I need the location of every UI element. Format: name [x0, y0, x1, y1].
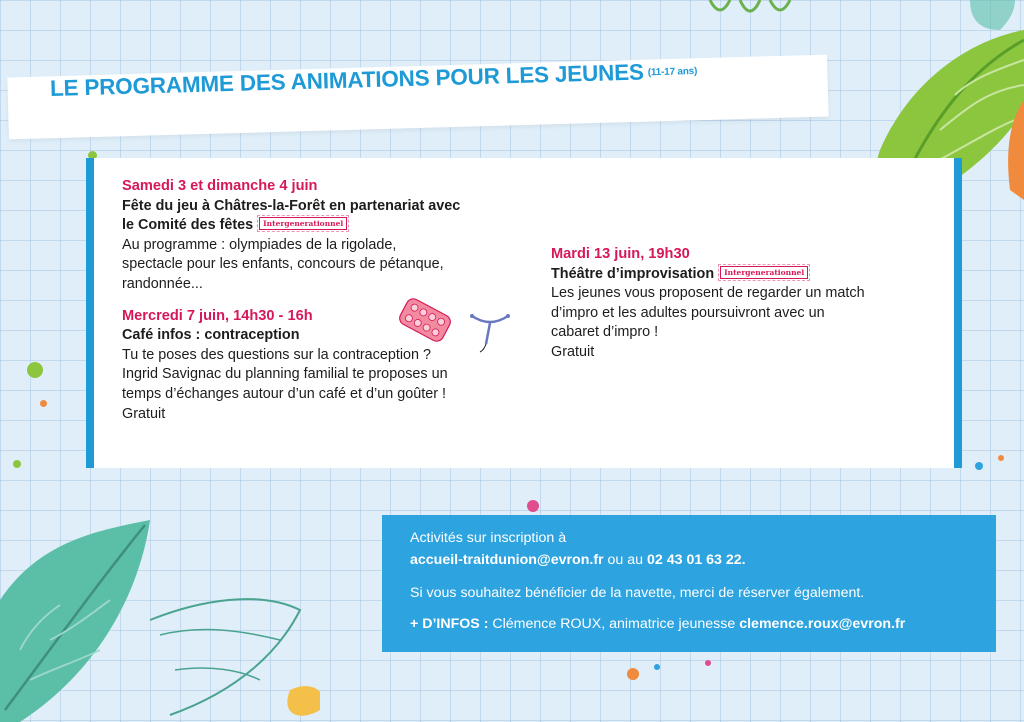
event-desc: Au programme : olympiades de la rigolade, — [122, 236, 397, 253]
phone-number[interactable]: 02 43 01 63 22. — [647, 552, 746, 568]
intergenerational-tag: Intergenerationnel — [720, 266, 808, 279]
event-fete-du-jeu — [122, 177, 522, 295]
left-column — [122, 177, 522, 424]
event-desc: d’impro et les adultes poursuivront avec un — [551, 304, 825, 321]
event-desc: cabaret d’impro ! — [551, 324, 659, 341]
event-date: Mercredi 7 juin, 14h30 - 16h — [122, 307, 313, 324]
event-desc: Les jeunes vous proposent de regarder un match — [551, 285, 865, 302]
age-range: (11-17 ans) — [647, 65, 698, 79]
event-desc: Gratuit — [551, 343, 595, 360]
decor-dot — [527, 500, 539, 512]
decor-dot — [627, 668, 639, 680]
event-date: Samedi 3 et dimanche 4 juin — [122, 178, 318, 194]
event-theatre — [551, 245, 951, 363]
event-title: Théâtre d’improvisation — [551, 265, 715, 282]
event-desc: randonnée... — [122, 275, 203, 292]
info-box — [382, 515, 996, 652]
page-title-text: LE PROGRAMME DES ANIMATIONS POUR LES JEUNES — [49, 59, 645, 101]
event-desc: temps d’échanges autour d’un café et d’un goûter ! — [122, 385, 447, 402]
decor-dot — [998, 455, 1004, 461]
event-title: Café infos : contraception — [122, 327, 300, 344]
registration-email-link[interactable]: accueil-traitdunion@evron.fr — [410, 552, 604, 568]
decor-dot — [40, 400, 47, 407]
contact-email-link[interactable]: clemence.roux@evron.fr — [739, 616, 906, 632]
event-cafe-infos — [122, 307, 522, 425]
event-desc: Ingrid Savignac du planning familial te proposes un — [122, 366, 448, 383]
info-line-more — [410, 616, 905, 632]
right-column — [551, 245, 951, 363]
more-info-label: + D’INFOS : — [410, 616, 489, 632]
decor-dot — [975, 462, 983, 470]
event-title-line2 — [122, 216, 522, 236]
decor-dot — [13, 460, 21, 468]
event-title-line — [551, 265, 951, 285]
decor-dot — [27, 362, 43, 378]
pill-pack-icon — [395, 296, 455, 344]
leaf-bottom-left-illustration — [0, 500, 320, 722]
contact-person: Clémence ROUX, animatrice jeunesse — [492, 616, 736, 632]
info-line-registration: Activités sur inscription à — [410, 530, 567, 546]
event-date: Mardi 13 juin, 19h30 — [551, 246, 690, 262]
event-title: Fête du jeu à Châtres-la-Forêt en partenariat avec — [122, 197, 461, 214]
decor-dot — [705, 660, 711, 666]
intergenerational-tag: Intergenerationnel — [259, 217, 347, 230]
leaf-fronds-top-illustration — [700, 0, 820, 30]
event-desc: spectacle pour les enfants, concours de pétanque, — [122, 256, 444, 273]
or-text: ou au — [607, 552, 644, 568]
decor-dot — [654, 664, 660, 670]
event-desc: Tu te poses des questions sur la contraception ? — [122, 346, 432, 363]
iud-icon — [466, 308, 514, 354]
event-title-text: le Comité des fêtes — [122, 217, 254, 234]
info-line-contact — [410, 552, 746, 568]
info-line-shuttle: Si vous souhaitez bénéficier de la navette, merci de réserver également. — [410, 585, 865, 601]
event-desc: Gratuit — [122, 405, 166, 422]
